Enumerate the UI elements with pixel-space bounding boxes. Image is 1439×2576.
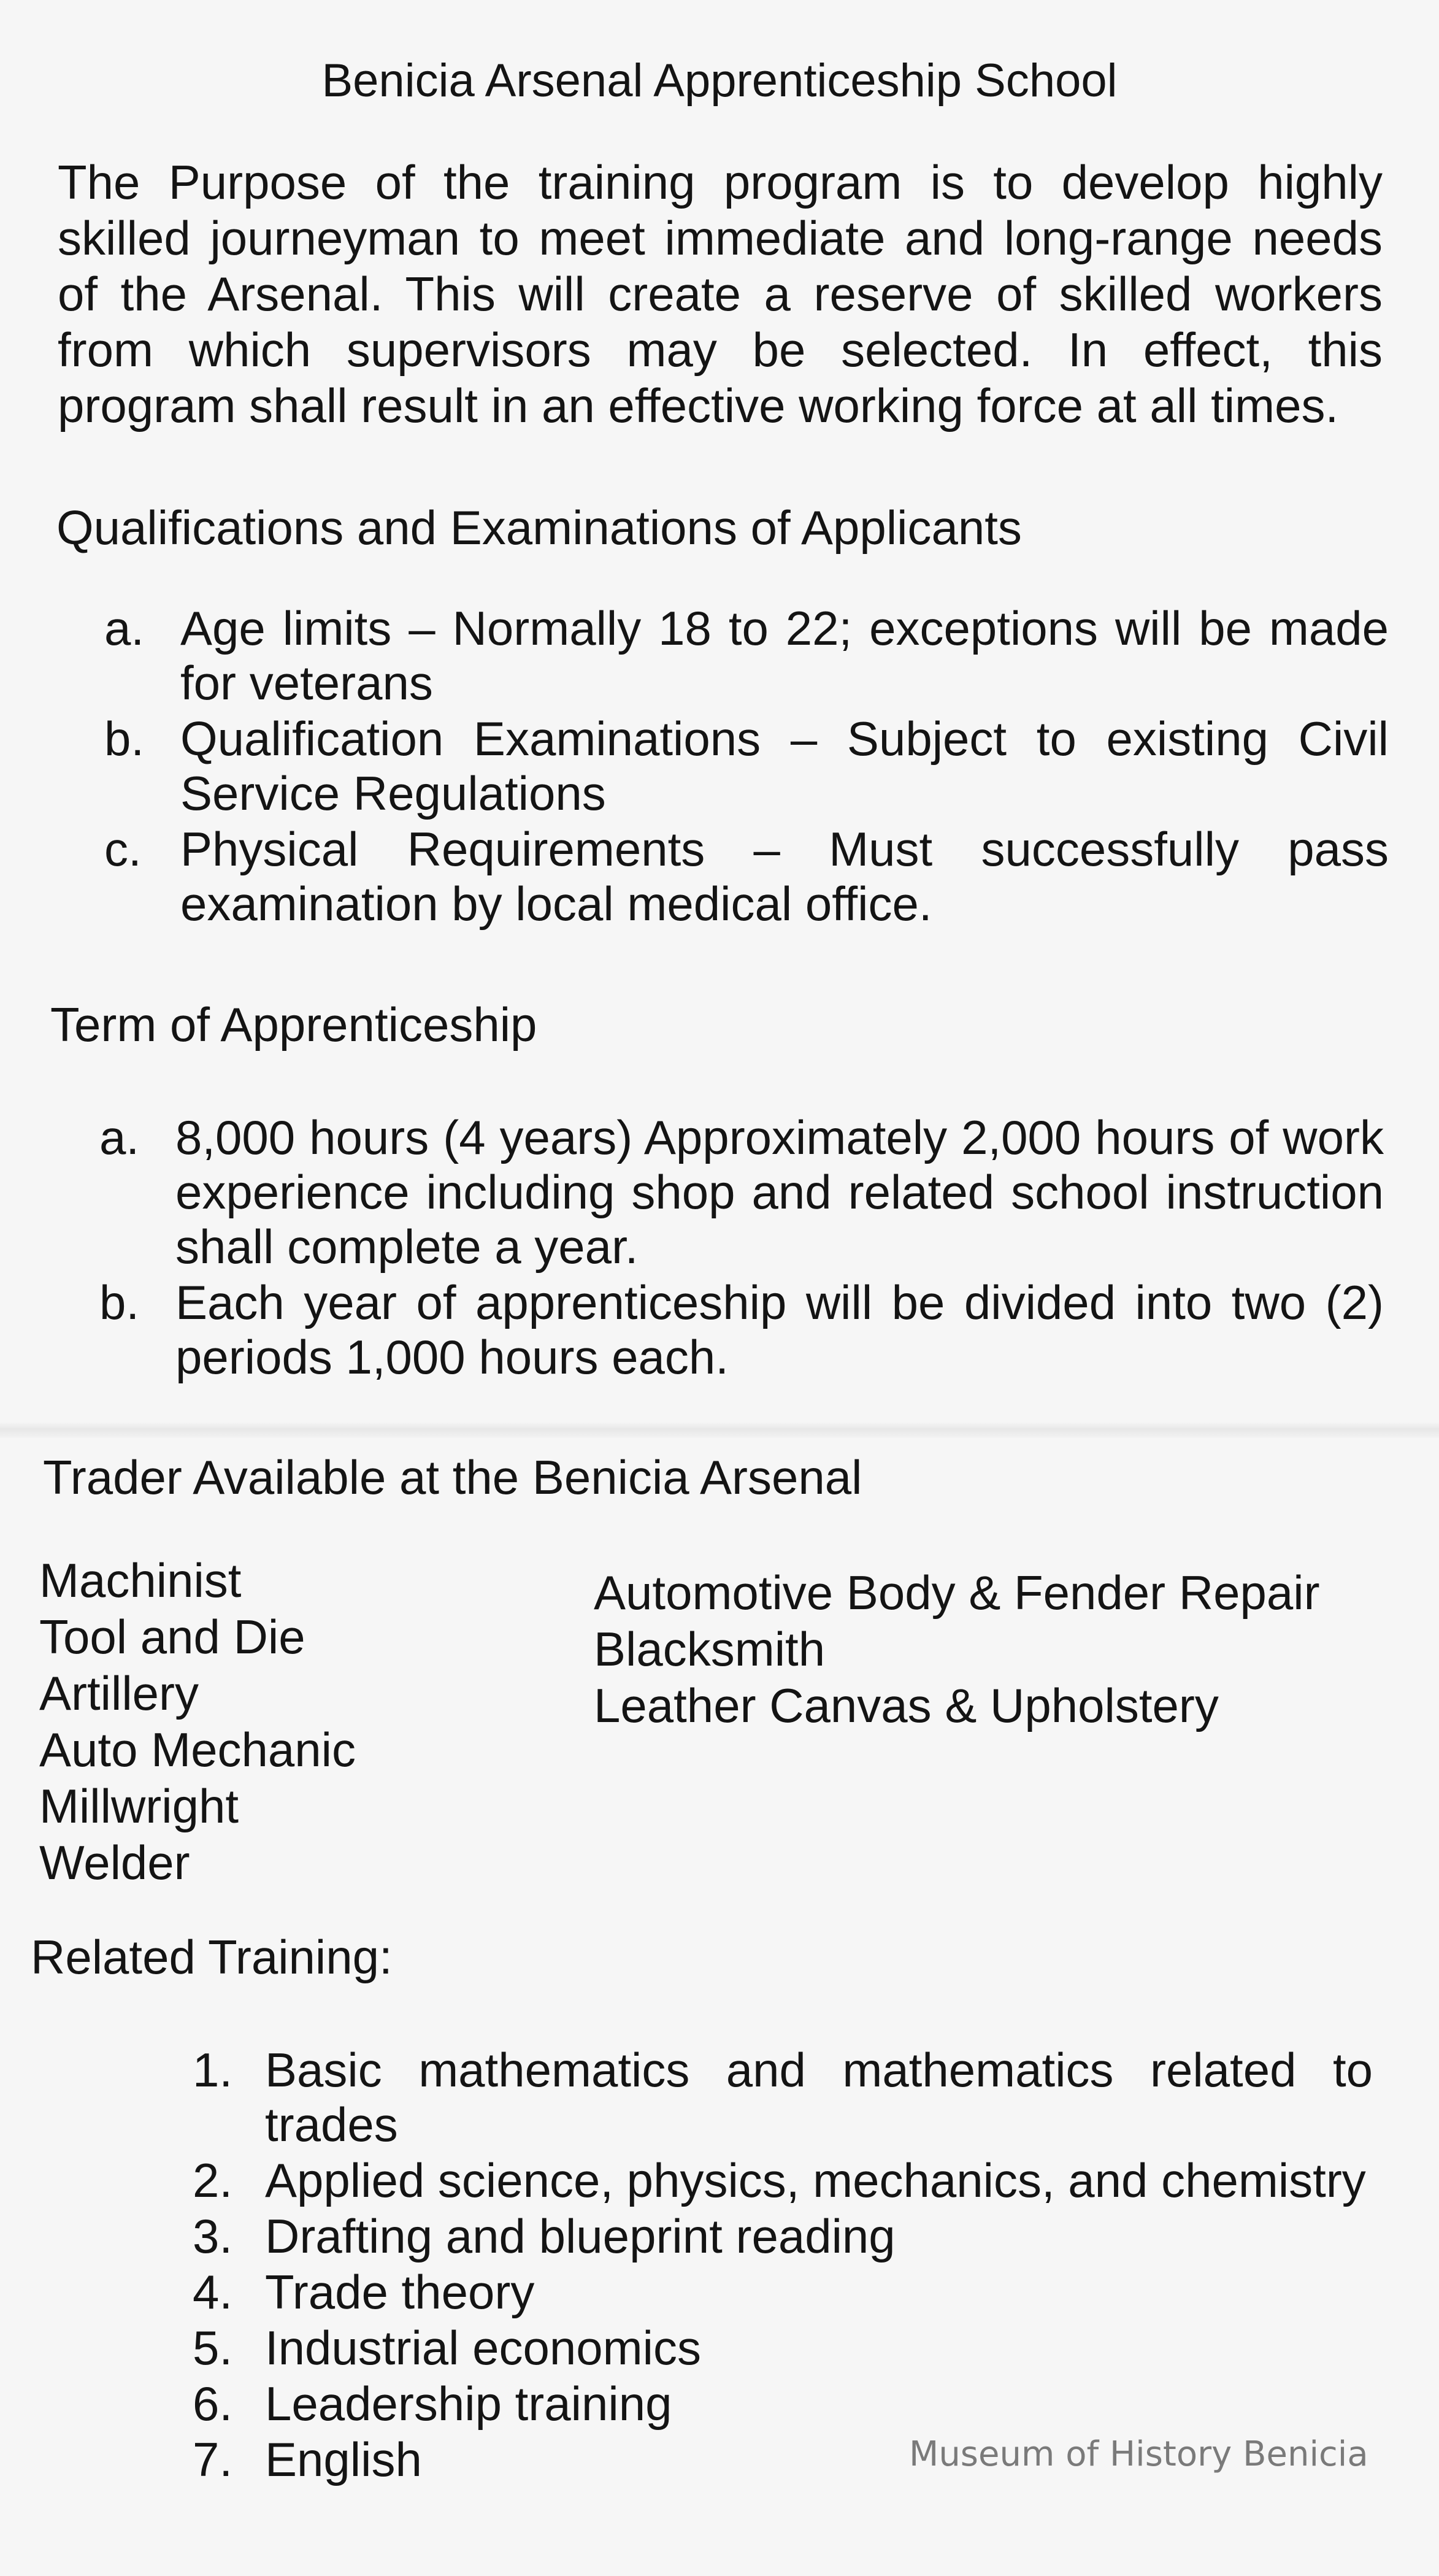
list-marker: b. xyxy=(104,712,145,766)
list-item-text: Physical Requirements – Must successfully pass examination by local medical office. xyxy=(180,822,1389,931)
list-item-text: Applied science, physics, mechanics, and chemistry xyxy=(265,2153,1366,2207)
related-training-heading: Related Training: xyxy=(31,1930,393,1984)
trades-heading: Trader Available at the Benicia Arsenal xyxy=(43,1450,862,1504)
list-item xyxy=(99,1110,1384,1274)
purpose-paragraph: The Purpose of the training program is to develop highly skilled journeyman to meet immediate and long-range needs of the Arsenal. This will create a reserve of skilled workers from which supervisors may be selected. In effect, this program shall result in an effective working force at all times. xyxy=(58,155,1383,433)
list-marker: 3. xyxy=(193,2209,233,2263)
list-item-text: Basic mathematics and mathematics related to trades xyxy=(265,2043,1373,2151)
list-item-text: Industrial economics xyxy=(265,2321,701,2375)
trade-item: Artillery xyxy=(39,1666,199,1720)
related-training-list xyxy=(193,2043,1373,2488)
list-marker: 6. xyxy=(193,2377,233,2431)
trades-right-column xyxy=(594,1564,1320,1734)
museum-watermark: Museum of History Benicia xyxy=(909,2434,1368,2474)
trade-item: Machinist xyxy=(39,1553,242,1607)
trade-item: Blacksmith xyxy=(594,1622,826,1676)
list-item xyxy=(104,822,1389,931)
trade-item: Millwright xyxy=(39,1779,239,1833)
list-marker: b. xyxy=(99,1275,140,1329)
list-marker: 5. xyxy=(193,2321,233,2375)
list-marker: 2. xyxy=(193,2153,233,2207)
trade-item: Leather Canvas & Upholstery xyxy=(594,1678,1219,1732)
list-item-text: Leadership training xyxy=(265,2377,672,2431)
list-item xyxy=(99,1275,1384,1385)
list-marker: a. xyxy=(99,1110,140,1164)
trade-item: Welder xyxy=(39,1836,190,1890)
qualifications-heading: Qualifications and Examinations of Applicants xyxy=(56,501,1022,555)
list-marker: 4. xyxy=(193,2265,233,2319)
qualifications-list xyxy=(104,601,1389,932)
trade-item: Auto Mechanic xyxy=(39,1723,356,1777)
term-heading: Term of Apprenticeship xyxy=(50,998,537,1052)
list-item xyxy=(193,2043,1373,2152)
list-item-text: Trade theory xyxy=(265,2265,535,2319)
list-item xyxy=(104,601,1389,710)
list-item-text: Each year of apprenticeship will be divided into two (2) periods 1,000 hours each. xyxy=(175,1275,1384,1384)
trade-item: Tool and Die xyxy=(39,1610,305,1664)
list-item-text: English xyxy=(265,2432,422,2486)
list-item xyxy=(193,2153,1373,2208)
document-title: Benicia Arsenal Apprenticeship School xyxy=(321,55,1118,107)
term-list xyxy=(99,1110,1384,1386)
trades-left-column xyxy=(39,1552,356,1891)
list-marker: c. xyxy=(104,822,142,876)
list-item-text: 8,000 hours (4 years) Approximately 2,000 hours of work experience including shop and related school instruction shall complete a year. xyxy=(175,1110,1384,1274)
list-item xyxy=(193,2209,1373,2264)
paper-fold xyxy=(0,1422,1439,1438)
list-item-text: Age limits – Normally 18 to 22; exceptions will be made for veterans xyxy=(180,601,1389,710)
list-item-text: Qualification Examinations – Subject to existing Civil Service Regulations xyxy=(180,712,1389,820)
list-item xyxy=(193,2377,1373,2431)
list-item-text: Drafting and blueprint reading xyxy=(265,2209,896,2263)
list-marker: 7. xyxy=(193,2432,233,2486)
list-item xyxy=(193,2321,1373,2375)
list-item xyxy=(193,2265,1373,2320)
list-item xyxy=(104,712,1389,821)
trade-item: Automotive Body & Fender Repair xyxy=(594,1566,1320,1620)
list-marker: a. xyxy=(104,601,145,655)
list-marker: 1. xyxy=(193,2043,233,2097)
